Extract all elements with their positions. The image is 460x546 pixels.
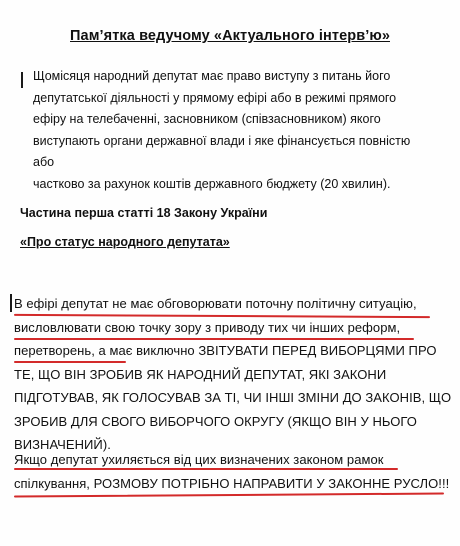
page-title: Пам’ятка ведучому «Актуального інтерв’ю» (70, 28, 390, 44)
rule-line-6: ЗРОБИВ ДЛЯ СВОГО ВИБОРЧОГО ОКРУГУ (ЯКЩО ВІН У НЬОГО (14, 413, 417, 429)
rule-line-2: висловлювати свою точку зору з приводу тих чи інших реформ, (14, 319, 401, 335)
intro-line-4: виступають органи державної влади і яке фінансується повністю або (33, 133, 411, 169)
rule-line-5: ПІДГОТУВАВ, ЯК ГОЛОСУВАВ ЗА ТІ, ЧИ ІНШІ ЗМІНИ ДО ЗАКОНІВ, ЩО (14, 390, 452, 405)
law-reference-title (20, 235, 230, 249)
pen-mark (21, 72, 23, 88)
red-underline-4 (14, 468, 398, 470)
rule-line-4: ТЕ, ЩО ВІН ЗРОБИВ ЯК НАРОДНИЙ ДЕПУТАТ, ЯКІ ЗАКОНИ (14, 366, 387, 382)
rule-line-1: В ефірі депутат не має обговорювати поточну політичну ситуацію, (14, 296, 417, 311)
intro-line-3: ефіру на телебаченні, засновником (співзасновником) якого (33, 112, 381, 126)
closing-paragraph (14, 448, 449, 495)
law-reference-article: Частина перша статті 18 Закону України (20, 206, 268, 220)
closing-line-1: Якщо депутат ухиляється від цих визначених законом рамок (14, 452, 384, 467)
intro-line-2: депутатської діяльності у прямому ефірі або в режимі прямого (33, 90, 397, 105)
intro-line-5: частково за рахунок коштів державного бюджету (20 хвилин). (33, 176, 391, 191)
rule-line-3: перетворень, а має виключно ЗВІТУВАТИ ПЕРЕД ВИБОРЦЯМИ ПРО (14, 343, 437, 358)
rule-line-7: ВИЗНАЧЕНИЙ). (14, 437, 111, 452)
intro-line-1: Щомісяця народний депутат має право виступу з питань його (33, 69, 391, 83)
red-underline-2 (14, 338, 414, 340)
intro-paragraph (33, 66, 433, 195)
law-reference-title-text: «Про статус народного депутата» (20, 235, 230, 249)
closing-line-2: спілкування, РОЗМОВУ ПОТРІБНО НАПРАВИТИ У ЗАКОННЕ РУСЛО!!! (14, 475, 450, 491)
pen-mark (10, 294, 12, 312)
red-underline-3 (14, 361, 126, 363)
